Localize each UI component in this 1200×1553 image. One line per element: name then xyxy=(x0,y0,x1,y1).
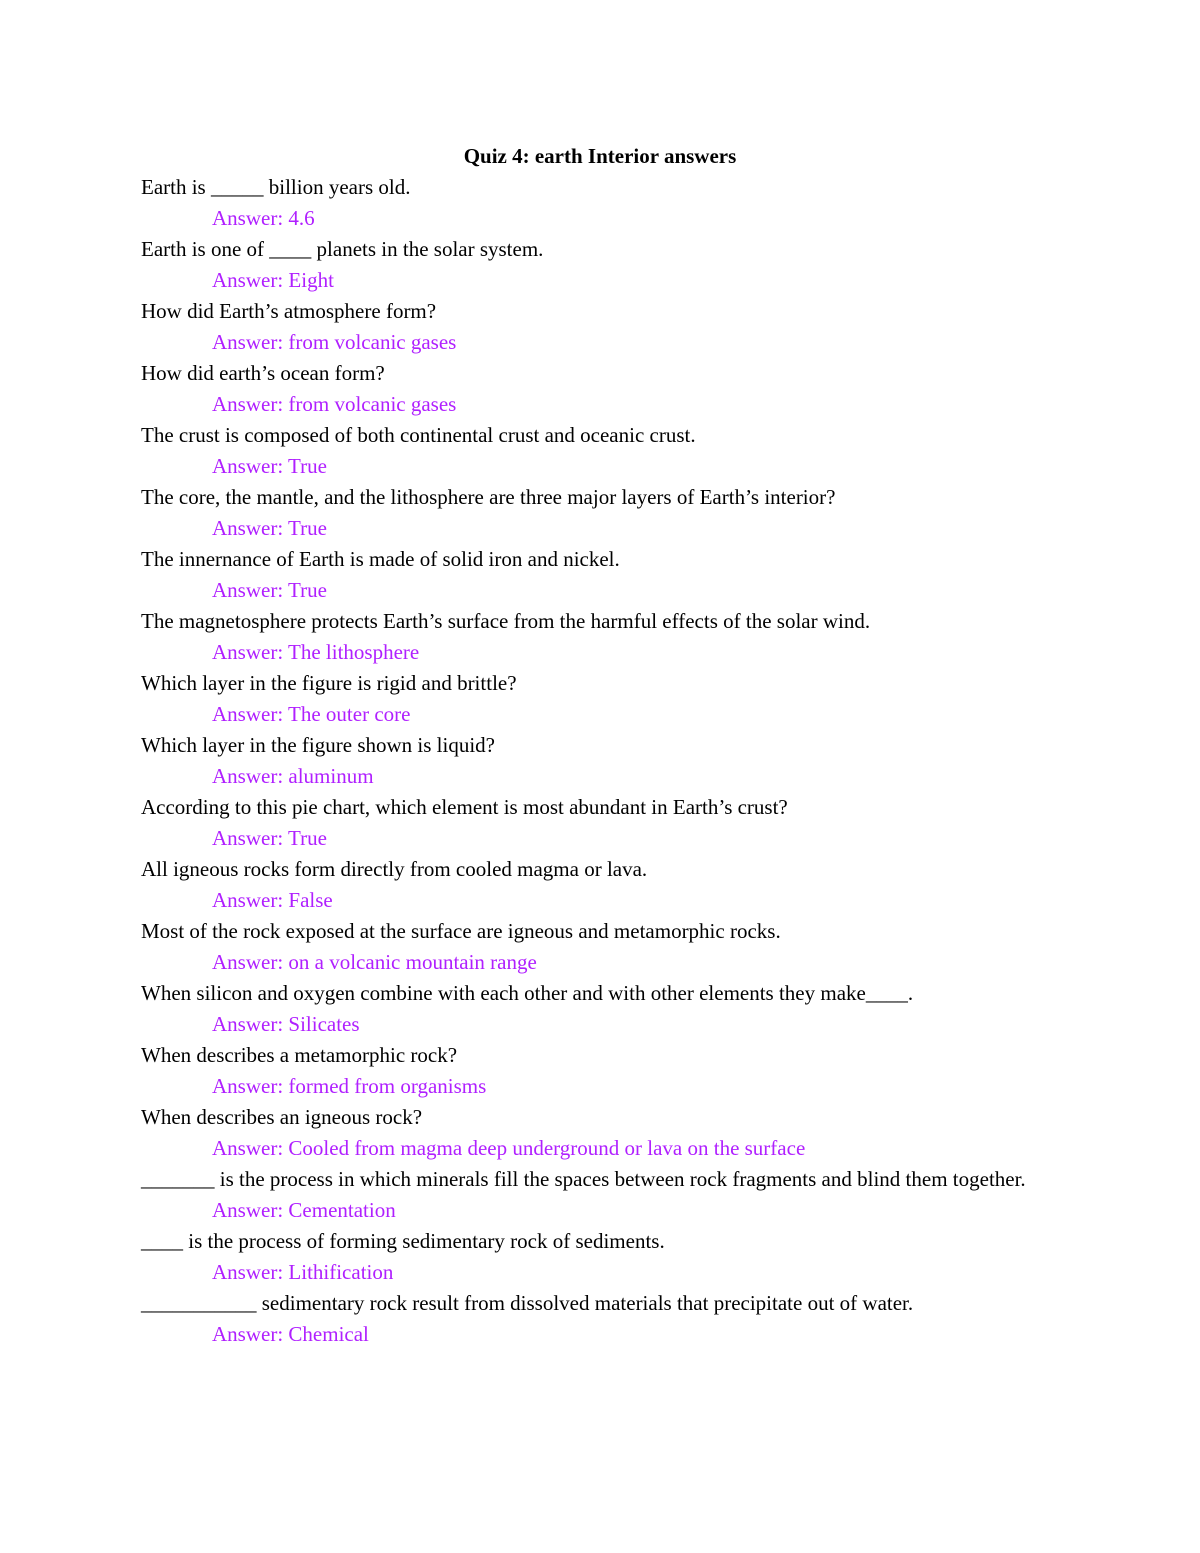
question-text: When describes an igneous rock? xyxy=(141,1105,423,1129)
answer-text: Answer: Eight xyxy=(212,268,334,292)
question-text: The magnetosphere protects Earth’s surface from the harmful effects of the solar wind. xyxy=(141,609,871,633)
question-text: The crust is composed of both continental crust and oceanic crust. xyxy=(141,423,696,447)
question-item xyxy=(141,668,1061,730)
answer-text: Answer: Cementation xyxy=(212,1198,396,1222)
answer-text: Answer: Cooled from magma deep underground or lava on the surface xyxy=(212,1136,806,1160)
answer-text: Answer: on a volcanic mountain range xyxy=(212,950,537,974)
answer-text: Answer: Chemical xyxy=(212,1322,369,1346)
question-item xyxy=(141,544,1061,606)
answer-text: Answer: True xyxy=(212,826,327,850)
question-item xyxy=(141,854,1061,916)
question-text: How did earth’s ocean form? xyxy=(141,361,385,385)
answer-text: Answer: Silicates xyxy=(212,1012,360,1036)
question-item xyxy=(141,1288,1061,1350)
question-item xyxy=(141,172,1061,234)
answer-text: Answer: True xyxy=(212,516,327,540)
question-item xyxy=(141,482,1061,544)
question-text: ____ is the process of forming sedimentary rock of sediments. xyxy=(141,1229,665,1253)
question-item xyxy=(141,916,1061,978)
document-title: Quiz 4: earth Interior answers xyxy=(463,144,737,168)
question-text: Which layer in the figure shown is liquid? xyxy=(141,733,495,757)
question-text: Earth is one of ____ planets in the solar system. xyxy=(141,237,544,261)
question-item xyxy=(141,1164,1061,1226)
question-text: Most of the rock exposed at the surface are igneous and metamorphic rocks. xyxy=(141,919,781,943)
question-text: The core, the mantle, and the lithosphere are three major layers of Earth’s interior? xyxy=(141,485,836,509)
answer-text: Answer: True xyxy=(212,454,327,478)
answer-text: Answer: The outer core xyxy=(212,702,411,726)
question-item xyxy=(141,420,1061,482)
question-item xyxy=(141,792,1061,854)
question-text: All igneous rocks form directly from cooled magma or lava. xyxy=(141,857,648,881)
question-item xyxy=(141,1102,1061,1164)
question-item xyxy=(141,358,1061,420)
question-text: How did Earth’s atmosphere form? xyxy=(141,299,437,323)
answer-text: Answer: Lithification xyxy=(212,1260,394,1284)
question-item xyxy=(141,296,1061,358)
question-item xyxy=(141,730,1061,792)
question-item xyxy=(141,234,1061,296)
question-item xyxy=(141,978,1061,1040)
question-list xyxy=(141,172,1061,1350)
question-text: Which layer in the figure is rigid and brittle? xyxy=(141,671,517,695)
answer-text: Answer: The lithosphere xyxy=(212,640,420,664)
answer-text: Answer: from volcanic gases xyxy=(212,330,457,354)
question-text: When silicon and oxygen combine with each other and with other elements they make____. xyxy=(141,981,914,1005)
question-item xyxy=(141,1040,1061,1102)
answer-text: Answer: True xyxy=(212,578,327,602)
answer-text: Answer: from volcanic gases xyxy=(212,392,457,416)
question-text: Earth is _____ billion years old. xyxy=(141,175,411,199)
answer-text: Answer: formed from organisms xyxy=(212,1074,487,1098)
question-item xyxy=(141,606,1061,668)
question-text: According to this pie chart, which element is most abundant in Earth’s crust? xyxy=(141,795,788,819)
answer-text: Answer: 4.6 xyxy=(212,206,315,230)
question-text: _______ is the process in which minerals fill the spaces between rock fragments and blind them together. xyxy=(141,1167,1026,1191)
answer-text: Answer: False xyxy=(212,888,333,912)
question-text: ___________ sedimentary rock result from dissolved materials that precipitate out of water. xyxy=(141,1291,914,1315)
question-text: The innernance of Earth is made of solid iron and nickel. xyxy=(141,547,620,571)
question-text: When describes a metamorphic rock? xyxy=(141,1043,458,1067)
answer-text: Answer: aluminum xyxy=(212,764,374,788)
question-item xyxy=(141,1226,1061,1288)
